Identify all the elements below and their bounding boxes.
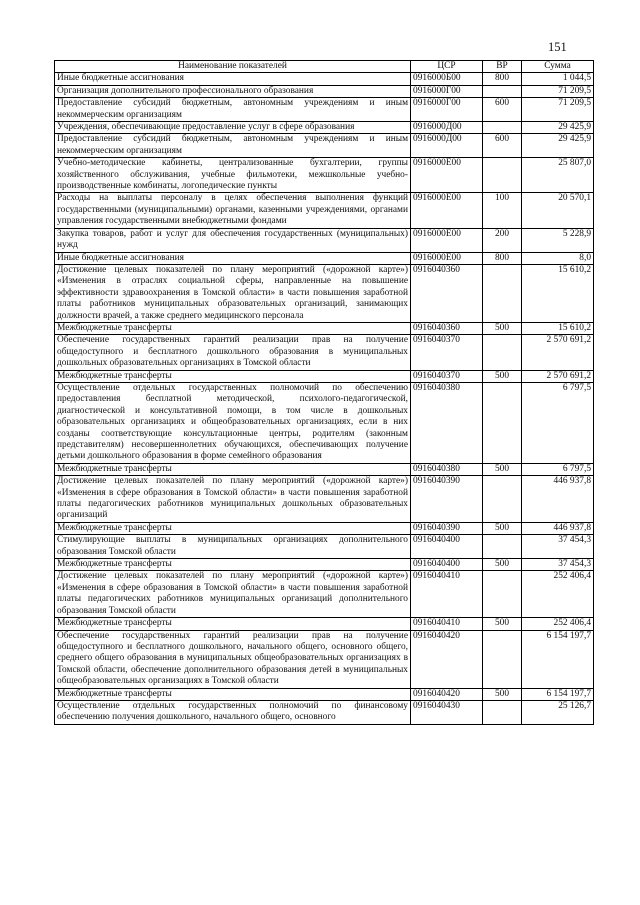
cell-name: Обеспечение государственных гарантий реализации прав на получение общедоступного и бесплатного дошкольного образования в муниципальных дошкольных образовательных организациях в Томской области	[55, 335, 411, 370]
table-row	[55, 630, 594, 688]
table-row	[55, 618, 594, 630]
cell-csr: 0916040420	[411, 688, 483, 700]
table-row	[55, 193, 594, 228]
cell-csr: 0916040410	[411, 618, 483, 630]
table-row	[55, 122, 594, 134]
cell-vr	[483, 122, 522, 134]
cell-sum: 25 807,0	[522, 158, 594, 193]
table-row	[55, 476, 594, 523]
cell-vr: 200	[483, 228, 522, 252]
cell-sum: 37 454,3	[522, 559, 594, 571]
table-row	[55, 322, 594, 334]
cell-csr: 0916040400	[411, 559, 483, 571]
table-row	[55, 85, 594, 97]
cell-sum: 15 610,2	[522, 264, 594, 322]
cell-vr: 500	[483, 322, 522, 334]
table-row	[55, 522, 594, 534]
cell-name: Межбюджетные трансферты	[55, 370, 411, 382]
cell-csr: 0916000Г00	[411, 85, 483, 97]
cell-sum: 15 610,2	[522, 322, 594, 334]
table-row	[55, 535, 594, 559]
cell-vr	[483, 571, 522, 618]
table-row	[55, 98, 594, 122]
cell-sum: 25 126,7	[522, 700, 594, 724]
table-row	[55, 463, 594, 475]
cell-csr: 0916040380	[411, 463, 483, 475]
cell-csr: 0916000Д00	[411, 134, 483, 158]
cell-name: Достижение целевых показателей по плану мероприятий («дорожной карте») «Изменения в отраслях социальной сферы, направленные на повышение эффективности здравоохранения в Томской области» в части повышения заработной платы работников муниципальных образовательных организаций, занимающих должности врачей, а также среднего медицинского персонала	[55, 264, 411, 322]
cell-name: Межбюджетные трансферты	[55, 522, 411, 534]
cell-name: Межбюджетные трансферты	[55, 322, 411, 334]
cell-vr: 500	[483, 559, 522, 571]
table-row	[55, 370, 594, 382]
cell-sum: 2 570 691,2	[522, 335, 594, 370]
cell-vr: 500	[483, 463, 522, 475]
cell-csr: 0916040370	[411, 370, 483, 382]
cell-vr: 600	[483, 134, 522, 158]
cell-csr: 0916040420	[411, 630, 483, 688]
cell-vr: 800	[483, 73, 522, 85]
table-row	[55, 688, 594, 700]
cell-sum: 37 454,3	[522, 535, 594, 559]
cell-name: Достижение целевых показателей по плану мероприятий («дорожной карте») «Изменения в сфере образования в Томской области» в части повышения заработной платы педагогических работников муниципальных дошкольных образовательных организаций	[55, 476, 411, 523]
table-row	[55, 252, 594, 264]
table-row	[55, 382, 594, 463]
cell-sum: 6 797,5	[522, 463, 594, 475]
header-vr: ВР	[483, 61, 522, 73]
cell-name: Обеспечение государственных гарантий реализации прав на получение общедоступного и бесплатного дошкольного, начального общего, основного общего, среднего общего образования в муниципальных общеобразовательных организациях в Томской области, обеспечение дополнительного образования детей в муниципальных общеобразовательных организациях в Томской области	[55, 630, 411, 688]
cell-vr: 500	[483, 370, 522, 382]
cell-sum: 252 406,4	[522, 571, 594, 618]
cell-vr: 100	[483, 193, 522, 228]
cell-vr: 500	[483, 688, 522, 700]
cell-csr: 0916040390	[411, 522, 483, 534]
cell-name: Межбюджетные трансферты	[55, 618, 411, 630]
cell-sum: 6 797,5	[522, 382, 594, 463]
cell-csr: 0916040380	[411, 382, 483, 463]
cell-sum: 71 209,5	[522, 85, 594, 97]
cell-csr: 0916000Г00	[411, 98, 483, 122]
cell-sum: 252 406,4	[522, 618, 594, 630]
cell-vr	[483, 382, 522, 463]
cell-name: Осуществление отдельных государственных полномочий по обеспечению предоставления бесплатной методической, психолого-педагогической, диагностической и консультативной помощи, в том числе в дошкольных образовательных организациях и общеобразовательных организациях, если в них созданы соответствующие консультационные центры, родителям (законным представителям) несовершеннолетних обучающихся, обеспечивающих получение детьми дошкольного образования в форме семейного образования	[55, 382, 411, 463]
cell-csr: 0916000Е00	[411, 193, 483, 228]
table-row	[55, 158, 594, 193]
page-number: 151	[548, 40, 567, 54]
cell-vr	[483, 85, 522, 97]
cell-name: Учреждения, обеспечивающие предоставление услуг в сфере образования	[55, 122, 411, 134]
cell-vr: 600	[483, 98, 522, 122]
table-row	[55, 700, 594, 724]
cell-name: Расходы на выплаты персоналу в целях обеспечения выполнения функций государственными (муниципальными) органами, казенными учреждениями, органами управления государственными внебюджетными фондами	[55, 193, 411, 228]
table-row	[55, 335, 594, 370]
cell-csr: 0916040370	[411, 335, 483, 370]
cell-name: Иные бюджетные ассигнования	[55, 73, 411, 85]
table-row	[55, 571, 594, 618]
cell-csr: 0916000Б00	[411, 73, 483, 85]
cell-csr: 0916000Д00	[411, 122, 483, 134]
cell-vr	[483, 476, 522, 523]
table-row	[55, 559, 594, 571]
table-row	[55, 134, 594, 158]
header-name: Наименование показателей	[55, 61, 411, 73]
cell-vr	[483, 335, 522, 370]
cell-vr	[483, 630, 522, 688]
cell-sum: 6 154 197,7	[522, 688, 594, 700]
cell-vr	[483, 264, 522, 322]
cell-name: Осуществление отдельных государственных полномочий по финансовому обеспечению получения дошкольного, начального общего, основного	[55, 700, 411, 724]
cell-vr	[483, 535, 522, 559]
cell-name: Межбюджетные трансферты	[55, 688, 411, 700]
cell-sum: 8,0	[522, 252, 594, 264]
table-row	[55, 228, 594, 252]
cell-sum: 5 228,9	[522, 228, 594, 252]
cell-sum: 2 570 691,2	[522, 370, 594, 382]
cell-name: Достижение целевых показателей по плану мероприятий («дорожной карте») «Изменения в сфере образования в Томской области» в части повышения заработной платы педагогических работников муниципальных организаций дополнительного образования Томской области	[55, 571, 411, 618]
cell-name: Межбюджетные трансферты	[55, 559, 411, 571]
cell-name: Предоставление субсидий бюджетным, автономным учреждениям и иным некоммерческим организациям	[55, 134, 411, 158]
cell-vr: 500	[483, 618, 522, 630]
cell-name: Учебно-методические кабинеты, централизованные бухгалтерии, группы хозяйственного обслуживания, учебные фильмотеки, межшкольные учебно-производственные комбинаты, логопедические пункты	[55, 158, 411, 193]
cell-sum: 6 154 197,7	[522, 630, 594, 688]
cell-name: Закупка товаров, работ и услуг для обеспечения государственных (муниципальных) нужд	[55, 228, 411, 252]
cell-name: Иные бюджетные ассигнования	[55, 252, 411, 264]
cell-csr: 0916000Е00	[411, 228, 483, 252]
cell-name: Предоставление субсидий бюджетным, автономным учреждениям и иным некоммерческим организациям	[55, 98, 411, 122]
table-header-row	[55, 61, 594, 73]
cell-name: Стимулирующие выплаты в муниципальных организациях дополнительного образования Томской области	[55, 535, 411, 559]
header-csr: ЦСР	[411, 61, 483, 73]
cell-sum: 1 044,5	[522, 73, 594, 85]
header-sum: Сумма	[522, 61, 594, 73]
cell-name: Межбюджетные трансферты	[55, 463, 411, 475]
cell-csr: 0916000Е00	[411, 158, 483, 193]
cell-sum: 20 570,1	[522, 193, 594, 228]
cell-csr: 0916000Е00	[411, 252, 483, 264]
cell-vr: 500	[483, 522, 522, 534]
cell-vr	[483, 700, 522, 724]
cell-sum: 446 937,8	[522, 476, 594, 523]
cell-csr: 0916040400	[411, 535, 483, 559]
table-row	[55, 264, 594, 322]
cell-csr: 0916040360	[411, 322, 483, 334]
cell-sum: 71 209,5	[522, 98, 594, 122]
cell-csr: 0916040360	[411, 264, 483, 322]
budget-table	[54, 60, 594, 725]
cell-sum: 29 425,9	[522, 134, 594, 158]
cell-vr: 800	[483, 252, 522, 264]
cell-name: Организация дополнительного профессионального образования	[55, 85, 411, 97]
cell-csr: 0916040410	[411, 571, 483, 618]
cell-csr: 0916040390	[411, 476, 483, 523]
cell-sum: 446 937,8	[522, 522, 594, 534]
table-row	[55, 73, 594, 85]
cell-csr: 0916040430	[411, 700, 483, 724]
cell-sum: 29 425,9	[522, 122, 594, 134]
cell-vr	[483, 158, 522, 193]
